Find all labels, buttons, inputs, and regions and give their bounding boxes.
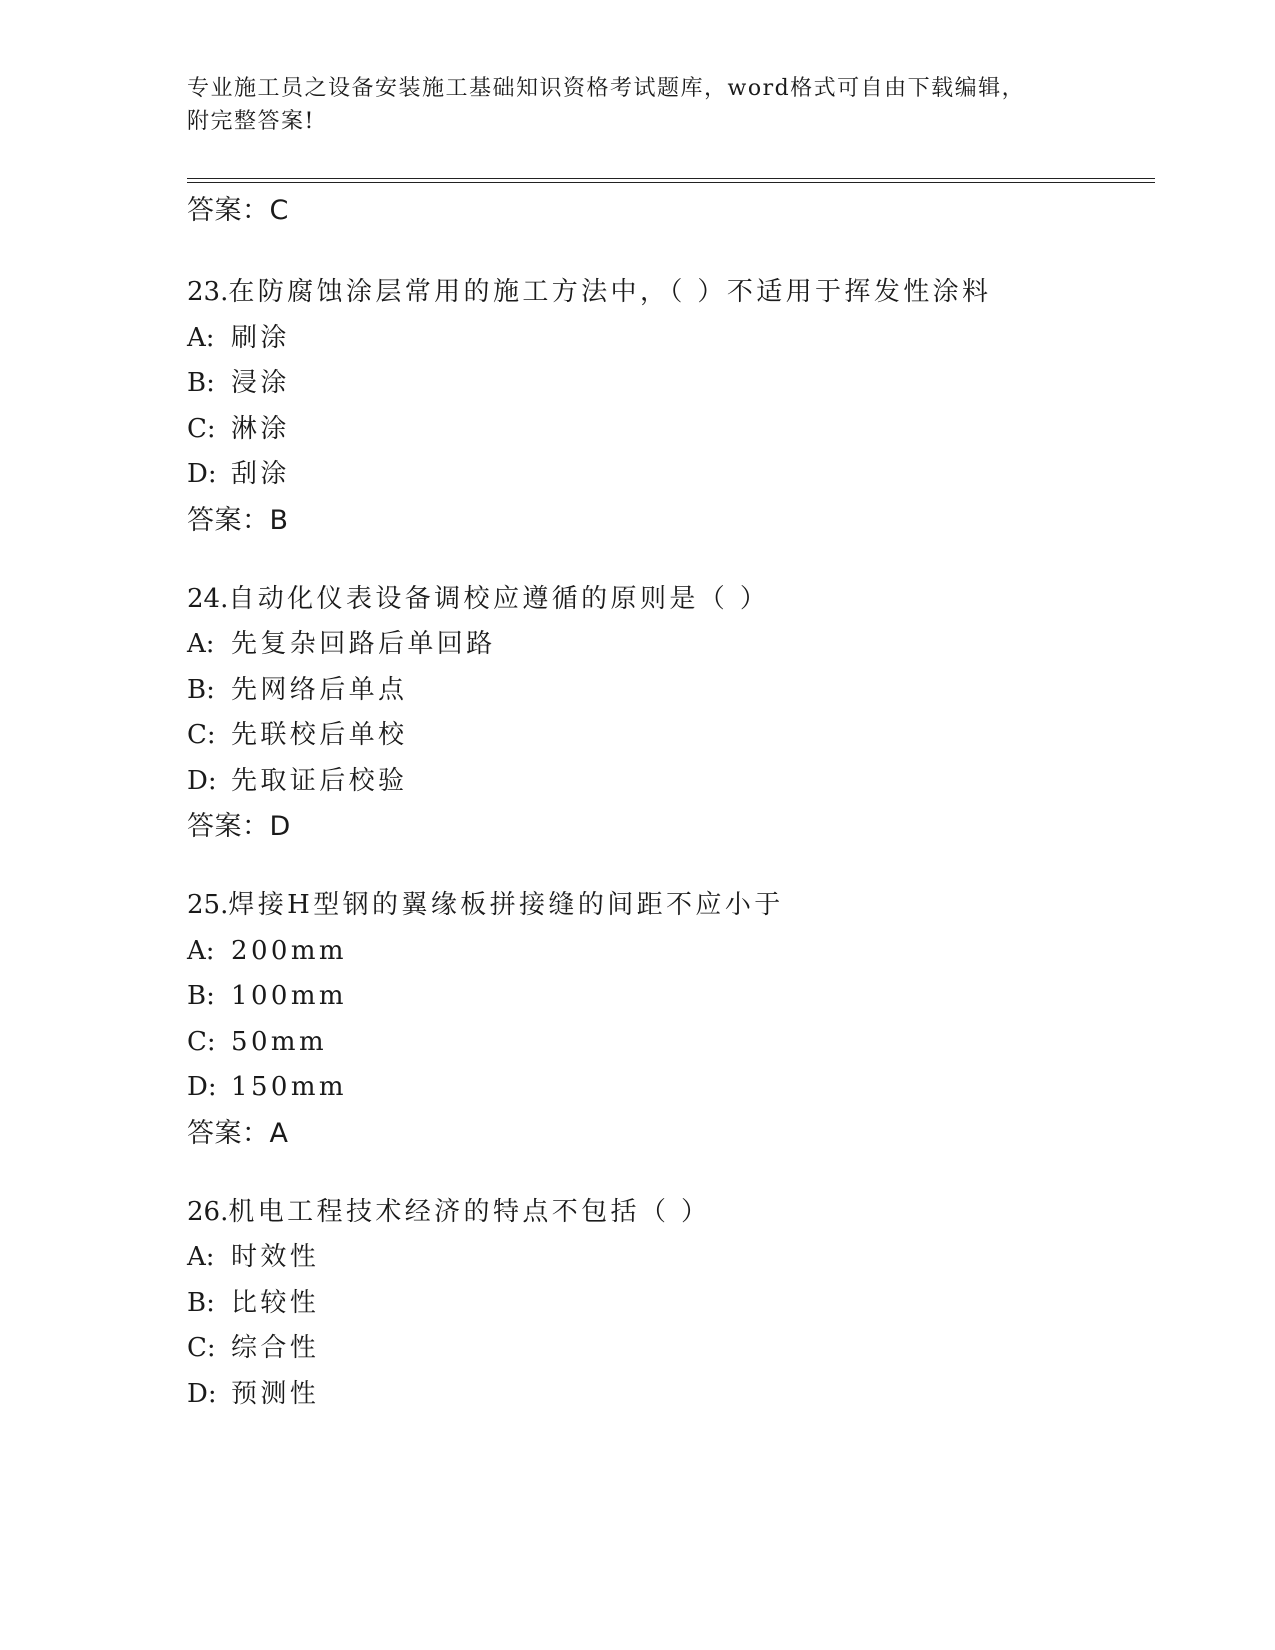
- document-page: [187, 0, 1155, 1650]
- option-a: [187, 929, 1155, 975]
- question-text: 机电工程技术经济的特点不包括（ ）: [228, 1196, 711, 1227]
- question-stem: [187, 270, 1155, 316]
- option-label: B:: [187, 674, 215, 705]
- option-label: B:: [187, 1287, 215, 1318]
- option-label: C:: [187, 1026, 216, 1057]
- option-label: D:: [187, 1378, 217, 1409]
- option-b: [187, 668, 1155, 714]
- option-a: [187, 622, 1155, 668]
- option-b: [187, 1281, 1155, 1327]
- question-number: 24.: [187, 583, 229, 614]
- header-line-1: 专业施工员之设备安装施工基础知识资格考试题库，word格式可自由下载编辑，: [187, 76, 1026, 101]
- answer: 答案：D: [187, 811, 291, 842]
- option-d: [187, 1065, 1155, 1111]
- option-text: 先取证后校验: [231, 765, 408, 796]
- question-text: 焊接H型钢的翼缘板拼接缝的间距不应小于: [228, 890, 784, 920]
- option-d: [187, 759, 1155, 805]
- option-label: C:: [187, 1333, 216, 1363]
- option-text: 比较性: [231, 1287, 320, 1318]
- option-text: 刮涂: [231, 459, 290, 489]
- question-text: 自动化仪表设备调校应遵循的原则是（ ）: [228, 583, 770, 614]
- option-label: A:: [187, 1242, 215, 1272]
- question-number: 26.: [187, 1196, 229, 1227]
- option-label: D:: [187, 1072, 217, 1102]
- option-label: D:: [187, 765, 217, 796]
- option-label: B:: [187, 981, 215, 1011]
- option-text: 先复杂回路后单回路: [231, 629, 496, 659]
- option-text: 淋涂: [231, 413, 290, 444]
- question-stem: [187, 883, 1155, 929]
- option-text: 50mm: [231, 1026, 327, 1057]
- answer: 答案：B: [187, 504, 289, 536]
- answer: 答案：A: [187, 1117, 289, 1149]
- question-number: 23.: [187, 277, 229, 307]
- option-a: [187, 316, 1155, 362]
- question-stem: [187, 577, 1155, 623]
- option-c: [187, 713, 1155, 759]
- question-24: [187, 577, 1155, 851]
- option-label: B:: [187, 368, 215, 398]
- option-label: C:: [187, 413, 216, 444]
- option-label: A:: [187, 935, 215, 966]
- option-c: [187, 1020, 1155, 1066]
- option-text: 先联校后单校: [231, 720, 408, 750]
- option-text: 先网络后单点: [231, 674, 408, 705]
- option-b: [187, 974, 1155, 1020]
- option-a: [187, 1235, 1155, 1281]
- option-c: [187, 407, 1155, 453]
- option-d: [187, 452, 1155, 498]
- option-text: 150mm: [231, 1072, 347, 1102]
- option-d: [187, 1372, 1155, 1418]
- option-text: 200mm: [231, 935, 347, 966]
- option-label: A:: [187, 629, 215, 659]
- question-23: [187, 270, 1155, 544]
- header-line-2: 附完整答案!: [187, 109, 315, 134]
- option-c: [187, 1326, 1155, 1372]
- option-label: D:: [187, 459, 217, 489]
- question-25: [187, 883, 1155, 1157]
- document-header: [187, 72, 1087, 138]
- option-text: 刷涂: [231, 322, 290, 353]
- previous-answer: 答案：C: [187, 195, 289, 226]
- option-text: 浸涂: [231, 368, 290, 398]
- option-b: [187, 361, 1155, 407]
- question-number: 25.: [187, 890, 229, 920]
- option-label: C:: [187, 720, 216, 750]
- header-divider: [187, 178, 1155, 183]
- question-26: [187, 1190, 1155, 1418]
- option-text: 时效性: [231, 1242, 320, 1272]
- question-text: 在防腐蚀涂层常用的施工方法中，（ ）不适用于挥发性涂料: [228, 277, 992, 307]
- question-stem: [187, 1190, 1155, 1236]
- question-list: [187, 188, 1155, 1450]
- option-text: 预测性: [231, 1378, 320, 1409]
- option-text: 综合性: [231, 1333, 320, 1363]
- option-label: A:: [187, 322, 215, 353]
- option-text: 100mm: [231, 981, 347, 1011]
